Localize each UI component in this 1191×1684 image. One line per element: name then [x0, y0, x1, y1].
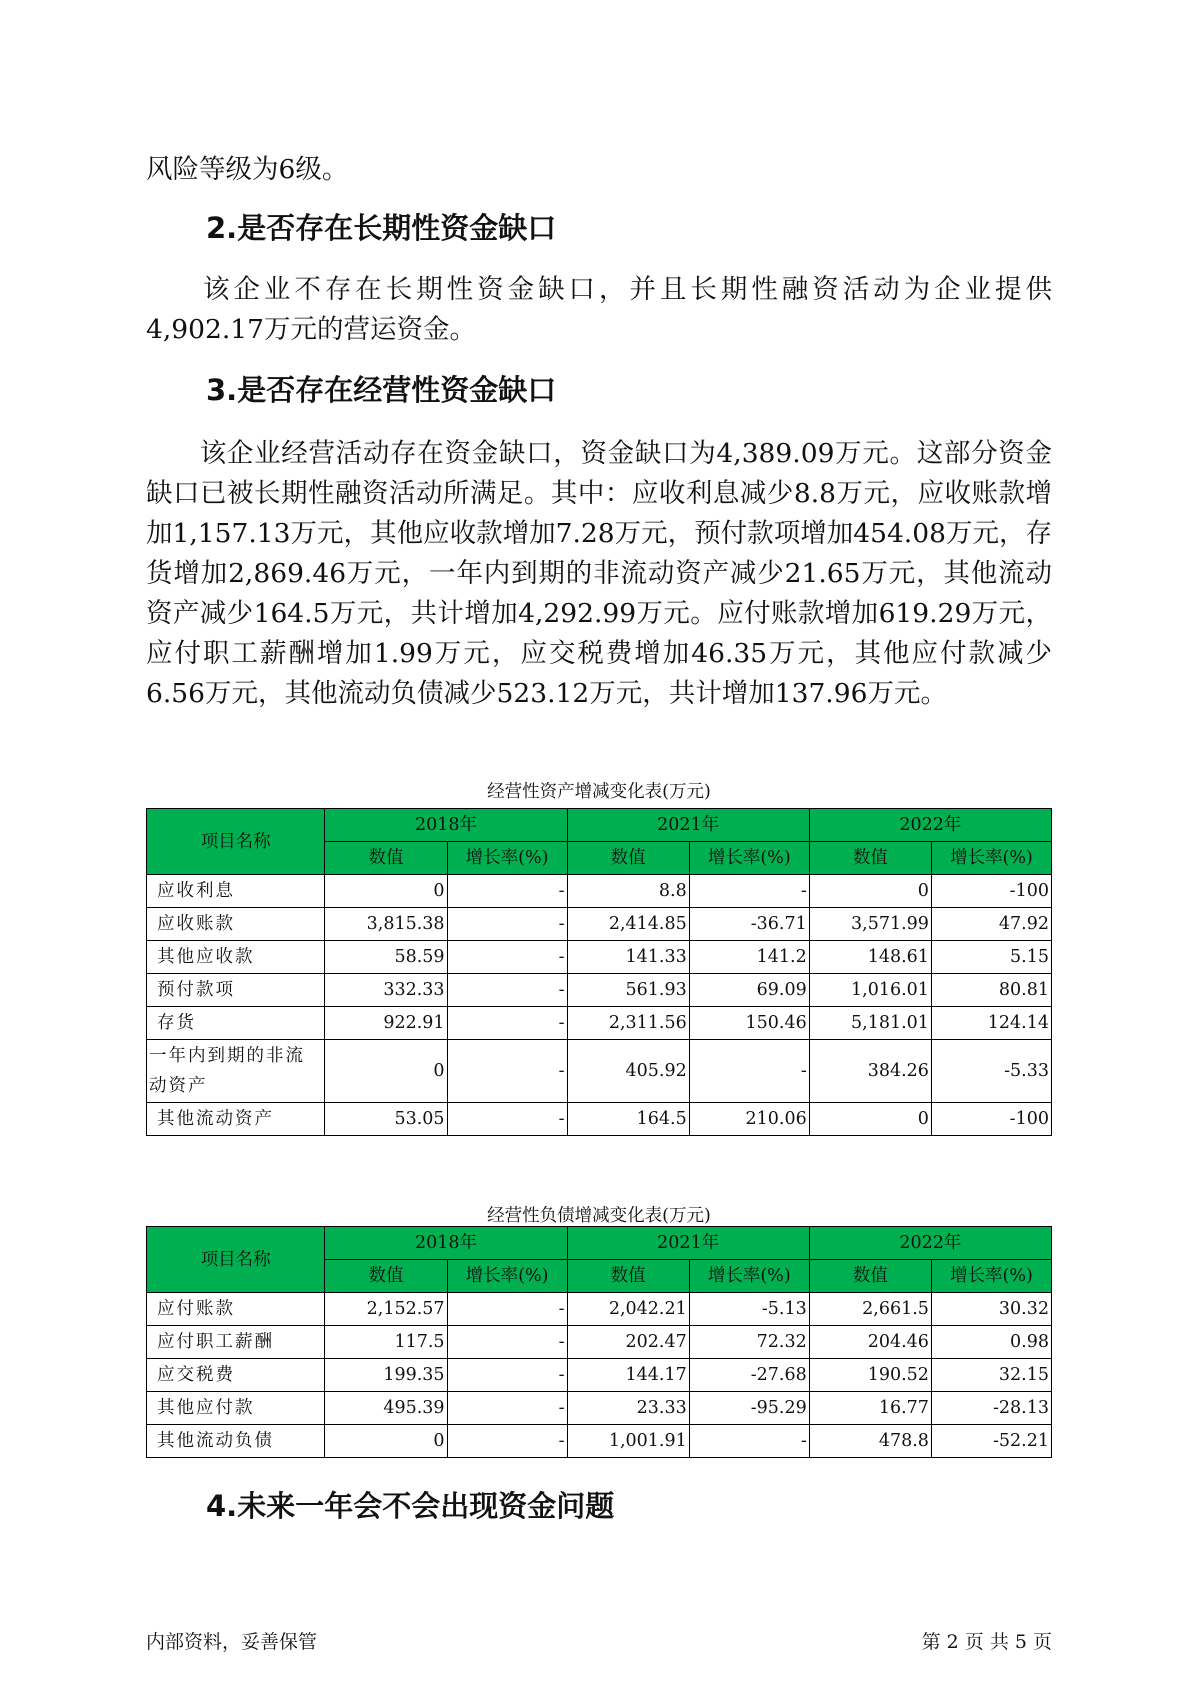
paragraph-long-term-gap-text: 该企业不存在长期性资金缺口，并且长期性融资活动为企业提供4,902.17万元的营运资金。: [146, 274, 1052, 345]
cell-value: 0: [809, 1103, 931, 1136]
cell-value: 1,001.91: [567, 1425, 689, 1458]
table-operating-assets: [146, 808, 1052, 1136]
row-item-name: 其他流动负债: [147, 1425, 325, 1458]
cell-value: 332.33: [325, 974, 447, 1007]
cell-growth: 0.98: [931, 1326, 1051, 1359]
cell-growth: -28.13: [931, 1392, 1051, 1425]
cell-growth: -: [447, 1293, 567, 1326]
cell-value: 53.05: [325, 1103, 447, 1136]
row-item-name: 一年内到期的非流动资产: [147, 1040, 325, 1103]
header-growth: 增长率(%): [447, 842, 567, 875]
row-item-name: 其他应收款: [147, 941, 325, 974]
table-row: [147, 1040, 1052, 1103]
table-row: [147, 1103, 1052, 1136]
cell-growth: 69.09: [689, 974, 809, 1007]
cell-growth: -: [447, 908, 567, 941]
table-row: [147, 1425, 1052, 1458]
header-growth: 增长率(%): [689, 1260, 809, 1293]
cell-growth: 32.15: [931, 1359, 1051, 1392]
cell-value: 202.47: [567, 1326, 689, 1359]
row-item-name: 预付款项: [147, 974, 325, 1007]
header-item-name: 项目名称: [147, 809, 325, 875]
header-year-2021: 2021年: [567, 809, 809, 842]
table-row: [147, 974, 1052, 1007]
row-item-name: 应交税费: [147, 1359, 325, 1392]
row-item-name: 存货: [147, 1007, 325, 1040]
cell-value: 148.61: [809, 941, 931, 974]
table-header-row: [147, 809, 1052, 842]
table-row: [147, 908, 1052, 941]
row-item-name: 应付账款: [147, 1293, 325, 1326]
table-operating-liabilities: [146, 1226, 1052, 1458]
cell-value: 922.91: [325, 1007, 447, 1040]
cell-growth: 47.92: [931, 908, 1051, 941]
cell-growth: 5.15: [931, 941, 1051, 974]
cell-growth: -: [447, 1359, 567, 1392]
table-caption-liabilities: 经营性负债增减变化表(万元): [487, 1206, 711, 1226]
table-row: [147, 1007, 1052, 1040]
cell-value: 58.59: [325, 941, 447, 974]
header-year-2018: 2018年: [325, 809, 567, 842]
paragraph-operating-gap: [146, 434, 1052, 714]
cell-value: 16.77: [809, 1392, 931, 1425]
cell-growth: -5.13: [689, 1293, 809, 1326]
cell-growth: -52.21: [931, 1425, 1051, 1458]
cell-value: 141.33: [567, 941, 689, 974]
cell-value: 190.52: [809, 1359, 931, 1392]
cell-growth: -100: [931, 1103, 1051, 1136]
cell-growth: -: [447, 974, 567, 1007]
cell-value: 2,311.56: [567, 1007, 689, 1040]
cell-growth: -: [447, 875, 567, 908]
cell-growth: 210.06: [689, 1103, 809, 1136]
paragraph-operating-gap-text: 该企业经营活动存在资金缺口，资金缺口为4,389.09万元。这部分资金缺口已被长期性融资活动所满足。其中：应收利息减少8.8万元，应收账款增加1,157.13万元，其他应收款增加7.28万元，预付款项增加454.08万元，存货增加2,869.46万元，一年内到期的非流动资产减少21.65万元，其他流动资产减少164.5万元，共计增加4,292.99万元。应付账款增加619.29万元，应付职工薪酬增加1.99万元，应交税费增加46.35万元，其他应付款减少6.56万元，其他流动负债减少523.12万元，共计增加137.96万元。: [146, 438, 1052, 709]
cell-growth: -: [447, 1392, 567, 1425]
cell-value: 117.5: [325, 1326, 447, 1359]
header-value: 数值: [809, 842, 931, 875]
cell-value: 561.93: [567, 974, 689, 1007]
cell-growth: -: [447, 941, 567, 974]
cell-growth: -95.29: [689, 1392, 809, 1425]
cell-growth: -5.33: [931, 1040, 1051, 1103]
cell-growth: -36.71: [689, 908, 809, 941]
header-year-2021: 2021年: [567, 1227, 809, 1260]
cell-growth: 72.32: [689, 1326, 809, 1359]
header-value: 数值: [567, 842, 689, 875]
cell-value: 2,661.5: [809, 1293, 931, 1326]
cell-growth: -: [447, 1425, 567, 1458]
row-item-name: 应收利息: [147, 875, 325, 908]
table-row: [147, 1359, 1052, 1392]
heading-operating-gap: 3.是否存在经营性资金缺口: [206, 373, 557, 407]
cell-growth: -27.68: [689, 1359, 809, 1392]
cell-value: 0: [325, 1040, 447, 1103]
paragraph-long-term-gap: [146, 270, 1052, 350]
cell-value: 144.17: [567, 1359, 689, 1392]
cell-growth: 150.46: [689, 1007, 809, 1040]
footer-page-number: 第 2 页 共 5 页: [921, 1631, 1052, 1653]
header-year-2022: 2022年: [809, 1227, 1051, 1260]
row-item-name: 应付职工薪酬: [147, 1326, 325, 1359]
heading-next-year-funding: 4.未来一年会不会出现资金问题: [206, 1489, 615, 1523]
header-growth: 增长率(%): [931, 1260, 1051, 1293]
header-value: 数值: [325, 1260, 447, 1293]
cell-value: 164.5: [567, 1103, 689, 1136]
cell-value: 3,571.99: [809, 908, 931, 941]
cell-growth: -: [447, 1326, 567, 1359]
paragraph-risk-level: 风险等级为6级。: [146, 154, 349, 185]
header-value: 数值: [325, 842, 447, 875]
cell-value: 2,414.85: [567, 908, 689, 941]
cell-value: 3,815.38: [325, 908, 447, 941]
heading-long-term-gap: 2.是否存在长期性资金缺口: [206, 211, 557, 245]
cell-growth: -: [689, 1425, 809, 1458]
cell-growth: 141.2: [689, 941, 809, 974]
cell-value: 0: [325, 875, 447, 908]
footer-confidential-note: 内部资料，妥善保管: [146, 1631, 318, 1653]
header-item-name: 项目名称: [147, 1227, 325, 1293]
cell-growth: -: [447, 1007, 567, 1040]
cell-growth: -: [689, 1040, 809, 1103]
table-caption-assets: 经营性资产增减变化表(万元): [487, 782, 711, 802]
header-value: 数值: [567, 1260, 689, 1293]
row-item-name: 其他应付款: [147, 1392, 325, 1425]
table-row: [147, 941, 1052, 974]
cell-growth: -: [689, 875, 809, 908]
table-row: [147, 1293, 1052, 1326]
cell-value: 23.33: [567, 1392, 689, 1425]
cell-value: 8.8: [567, 875, 689, 908]
header-growth: 增长率(%): [931, 842, 1051, 875]
header-value: 数值: [809, 1260, 931, 1293]
cell-value: 495.39: [325, 1392, 447, 1425]
cell-value: 199.35: [325, 1359, 447, 1392]
cell-growth: -100: [931, 875, 1051, 908]
cell-value: 405.92: [567, 1040, 689, 1103]
table-row: [147, 1326, 1052, 1359]
cell-value: 2,042.21: [567, 1293, 689, 1326]
cell-value: 204.46: [809, 1326, 931, 1359]
cell-value: 478.8: [809, 1425, 931, 1458]
cell-value: 384.26: [809, 1040, 931, 1103]
cell-growth: 30.32: [931, 1293, 1051, 1326]
header-year-2018: 2018年: [325, 1227, 567, 1260]
cell-growth: 80.81: [931, 974, 1051, 1007]
header-growth: 增长率(%): [689, 842, 809, 875]
cell-value: 2,152.57: [325, 1293, 447, 1326]
row-item-name: 其他流动资产: [147, 1103, 325, 1136]
row-item-name: 应收账款: [147, 908, 325, 941]
cell-value: 0: [809, 875, 931, 908]
table-row: [147, 1392, 1052, 1425]
cell-growth: -: [447, 1103, 567, 1136]
header-year-2022: 2022年: [809, 809, 1051, 842]
cell-growth: 124.14: [931, 1007, 1051, 1040]
table-header-row: [147, 1227, 1052, 1260]
cell-value: 5,181.01: [809, 1007, 931, 1040]
table-row: [147, 875, 1052, 908]
cell-growth: -: [447, 1040, 567, 1103]
cell-value: 0: [325, 1425, 447, 1458]
cell-value: 1,016.01: [809, 974, 931, 1007]
header-growth: 增长率(%): [447, 1260, 567, 1293]
